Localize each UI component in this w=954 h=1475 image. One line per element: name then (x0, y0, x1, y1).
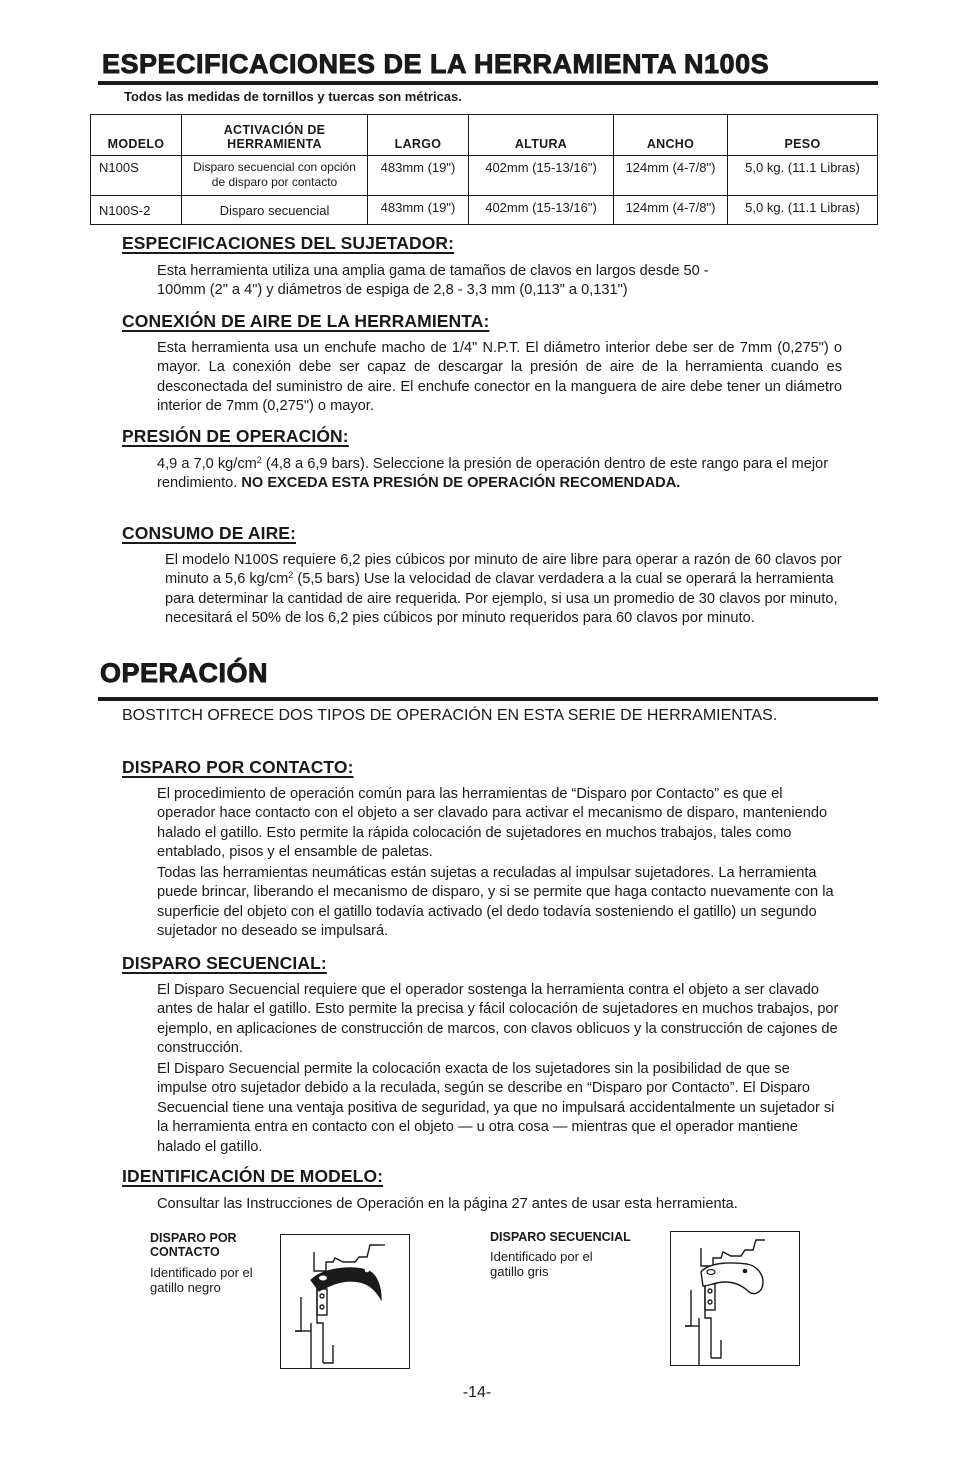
paragraph-secuencial-1: El Disparo Secuencial requiere que el operador sostenga la herramienta contra el objeto a ser clavado antes de halar el gatillo. Esto permite la precisa y fácil colocación de sujetadores en muchos trabajos, por ejemplo, en aplicaciones de construcción de marcos, con clavos oblicuos y la construcción de cajones de construcción. (157, 982, 839, 1057)
nailer-sequential-trigger-illustration (671, 1232, 799, 1365)
cell-activacion-line2: de disparo por contacto (211, 175, 338, 189)
table-row (91, 156, 878, 196)
nailer-contact-trigger-illustration (281, 1235, 409, 1368)
presion-text-b: (4,8 a 6,9 bars). Seleccione la presión de operación dentro de este rango para el mejor rendimiento. (157, 456, 829, 492)
operacion-rule (98, 697, 878, 701)
consumo-sup: 2 (288, 570, 294, 581)
col-peso: PESO (728, 115, 878, 156)
cell-peso: 5,0 kg. (11.1 Libras) (728, 156, 878, 196)
section-title-operacion: OPERACIÓN (100, 658, 269, 688)
cell-altura: 402mm (15-13/16") (469, 196, 614, 225)
col-altura: ALTURA (469, 115, 614, 156)
cell-peso: 5,0 kg. (11.1 Libras) (728, 196, 878, 225)
cell-ancho: 124mm (4-7/8") (614, 156, 728, 196)
presion-text-a: 4,9 a 7,0 kg/cm (157, 456, 257, 472)
heading-conexion: CONEXIÓN DE AIRE DE LA HERRAMIENTA: (122, 311, 490, 331)
figure-caption-contacto (150, 1231, 253, 1295)
page-title: ESPECIFICACIONES DE LA HERRAMIENTA N100S (102, 49, 770, 79)
sujetador-line1: Esta herramienta utiliza una amplia gama de tamaños de clavos en largos desde 50 - (157, 263, 709, 279)
table-row (91, 196, 878, 225)
figure-contacto (280, 1234, 410, 1369)
figure-contacto-title-2: CONTACTO (150, 1245, 220, 1259)
paragraph-sujetador (157, 262, 842, 301)
col-modelo: MODELO (91, 115, 182, 156)
specs-table (90, 114, 878, 225)
cell-altura: 402mm (15-13/16") (469, 156, 614, 196)
cell-activacion: Disparo secuencial (182, 196, 368, 225)
figure-secuencial (670, 1231, 800, 1366)
figure-contacto-title-1: DISPARO POR (150, 1231, 237, 1245)
figure-secuencial-sub-2: gatillo gris (490, 1264, 549, 1279)
page-number: -14- (462, 1384, 492, 1401)
title-rule (98, 81, 878, 85)
cell-modelo: N100S-2 (91, 196, 182, 225)
paragraph-presion (157, 455, 847, 494)
figure-secuencial-title: DISPARO SECUENCIAL (490, 1230, 631, 1244)
presion-warning: NO EXCEDA ESTA PRESIÓN DE OPERACIÓN RECOMENDADA. (241, 475, 681, 492)
metric-note: Todos las medidas de tornillos y tuercas son métricas. (124, 89, 462, 104)
presion-sup: 2 (256, 455, 262, 465)
col-ancho: ANCHO (614, 115, 728, 156)
paragraph-conexion: Esta herramienta usa un enchufe macho de 1/4" N.P.T. El diámetro interior debe ser de 7mm (0,275") o mayor. La conexión debe ser capaz de descargar la presión de aire de la herramienta cuando es desconectada del suministro de aire. El enchufe conector en la manguera de aire debe tener un diámetro interior de 7mm (0,275") o mayor. (157, 340, 842, 415)
heading-consumo: CONSUMO DE AIRE: (122, 523, 297, 543)
heading-sujetador: ESPECIFICACIONES DEL SUJETADOR: (122, 233, 455, 253)
col-activacion (182, 115, 368, 156)
heading-contacto: DISPARO POR CONTACTO: (122, 757, 354, 777)
table-header-row (91, 115, 878, 156)
heading-identificacion: IDENTIFICACIÓN DE MODELO: (122, 1166, 384, 1186)
cell-largo: 483mm (19") (368, 156, 469, 196)
paragraph-contacto-1: El procedimiento de operación común para las herramientas de “Disparo por Contacto” es que el operador hace contacto con el objeto a ser clavado para activar el mecanismo de disparo, manteniendo halado el gatillo. Esto permite la rápida colocación de sujetadores en muchos trabajos, tales como entablado, pisos y el ensamble de paletas. (157, 786, 828, 861)
consumo-text-a: El modelo N100S requiere 6,2 pies cúbicos por minuto de aire libre para operar a razón de 60 clavos por minuto a 5,6 kg/cm (165, 552, 842, 588)
figure-contacto-sub-2: gatillo negro (150, 1280, 221, 1295)
consumo-text-b: (5,5 bars) Use la velocidad de clavar verdadera a la cual se operará la herramienta para determinar la cantidad de aire requerida. Por ejemplo, si usa un promedio de 30 clavos por minuto, necesitará el 50% de los 6,2 pies cúbicos por minuto requeridos para 60 clavos por minuto. (165, 571, 838, 627)
sujetador-line2: 100mm (2" a 4") y diámetros de espiga de 2,8 - 3,3 mm (0,113" a 0,131") (157, 282, 628, 299)
figure-secuencial-sub-1: Identificado por el (490, 1249, 593, 1264)
operacion-intro: BOSTITCH OFRECE DOS TIPOS DE OPERACIÓN EN ESTA SERIE DE HERRAMIENTAS. (122, 707, 778, 724)
col-largo: LARGO (368, 115, 469, 156)
cell-modelo: N100S (91, 156, 182, 196)
heading-presion: PRESIÓN DE OPERACIÓN: (122, 426, 349, 446)
col-activacion-line2: HERRAMIENTA (227, 137, 322, 151)
paragraph-identificacion: Consultar las Instrucciones de Operación en la página 27 antes de usar esta herramienta. (157, 1196, 738, 1212)
cell-ancho: 124mm (4-7/8") (614, 196, 728, 225)
cell-activacion (182, 156, 368, 196)
paragraph-secuencial-2: El Disparo Secuencial permite la colocación exacta de los sujetadores sin la posibilidad de que se impulse otro sujetador debido a la reculada, según se describe en “Disparo por Contacto”. El Disparo Secuencial tiene una ventaja positiva de seguridad, ya que no impulsará accidentalmente un sujetador si la herramienta entra en contacto con el objeto — u otra cosa — mientras que el operador mantiene halado el gatillo. (157, 1061, 835, 1155)
col-activacion-line1: ACTIVACIÓN DE (223, 123, 326, 137)
figure-contacto-sub-1: Identificado por el (150, 1265, 253, 1280)
cell-activacion-line1: Disparo secuencial con opción (193, 160, 356, 174)
paragraph-contacto-2: Todas las herramientas neumáticas están sujetas a reculadas al impulsar sujetadores. La herramienta puede brincar, liberando el mecanismo de disparo, y si se permite que haga contacto nuevamente con la superficie del objeto con el gatillo todavía activado (el dedo todavía sosteniendo el gatillo) un segundo sujetador no deseado se impulsará. (157, 865, 834, 940)
heading-secuencial: DISPARO SECUENCIAL: (122, 953, 327, 973)
figure-caption-secuencial (490, 1230, 631, 1279)
paragraph-consumo (165, 551, 845, 629)
cell-largo: 483mm (19") (368, 196, 469, 225)
